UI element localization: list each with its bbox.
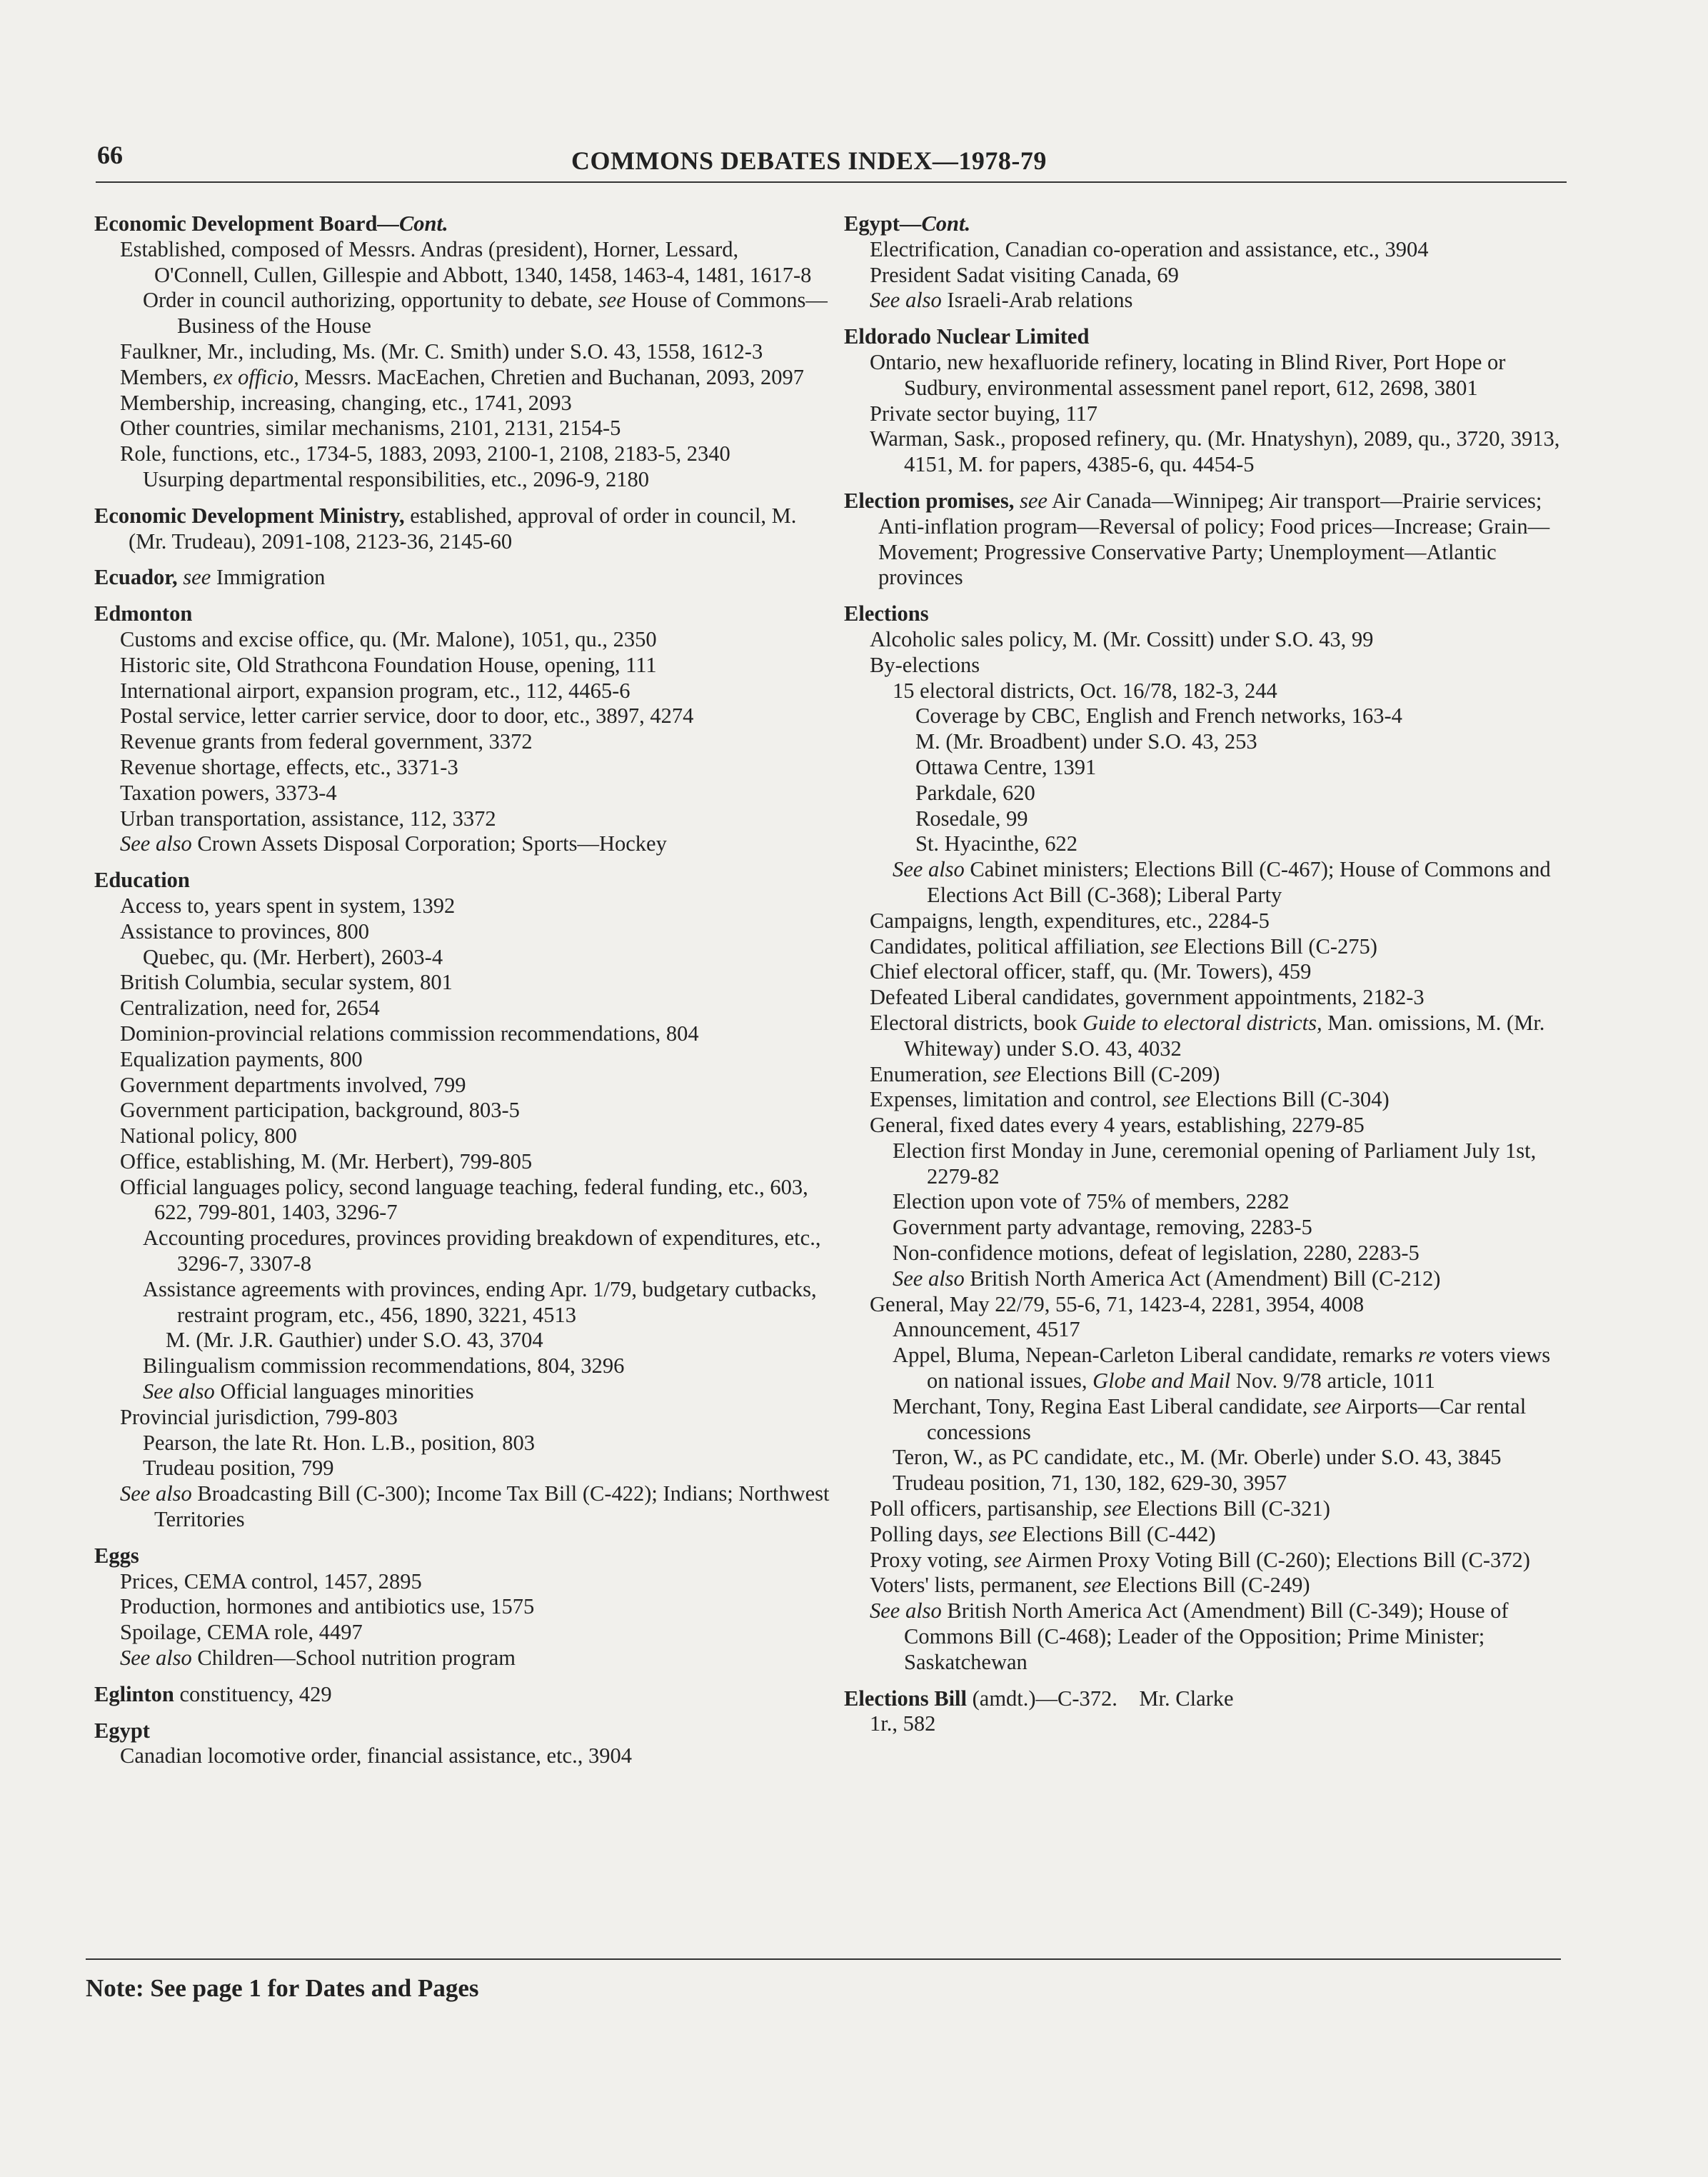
subentry: By-elections	[870, 652, 980, 677]
footer-rule	[86, 1958, 1561, 1960]
subentry: Coverage by CBC, English and French networks, 163-4	[915, 704, 1402, 729]
page-number: 66	[97, 141, 123, 169]
subentry: President Sadat visiting Canada, 69	[870, 262, 1179, 287]
see-also: See also Israeli-Arab relations	[870, 288, 1133, 313]
heading-text: Eggs	[94, 1543, 139, 1568]
subentry: Revenue grants from federal government, 3372	[120, 729, 533, 754]
left-column	[94, 211, 830, 1780]
subentry: Ottawa Centre, 1391	[915, 754, 1097, 779]
subentry: Trudeau position, 71, 130, 182, 629-30, 3957	[893, 1471, 1287, 1496]
subentry: Proxy voting, see Airmen Proxy Voting Bill (C-260); Elections Bill (C-372)	[870, 1547, 1530, 1572]
subentry: Revenue shortage, effects, etc., 3371-3	[120, 754, 458, 779]
subentry: Private sector buying, 117	[870, 401, 1098, 426]
subentry: Provincial jurisdiction, 799-803	[120, 1404, 398, 1429]
subentry: Assistance to provinces, 800	[120, 919, 369, 944]
subentry: Historic site, Old Strathcona Foundation House, opening, 111	[120, 652, 657, 677]
subentry: 1r., 582	[870, 1711, 936, 1736]
index-entry-eggs	[94, 1543, 830, 1671]
subentry: Rosedale, 99	[915, 806, 1028, 831]
subentry: Polling days, see Elections Bill (C-442)	[870, 1521, 1216, 1546]
subentry: National policy, 800	[120, 1123, 297, 1148]
subentry: Accounting procedures, provinces providing breakdown of expenditures, etc., 3296-7, 3307-8	[143, 1226, 821, 1276]
index-entry-economic-development-board	[94, 211, 830, 493]
heading-text: Eglinton	[94, 1681, 174, 1706]
subentry: Trudeau position, 799	[143, 1456, 334, 1481]
subentry: St. Hyacinthe, 622	[915, 831, 1078, 856]
subentry: Centralization, need for, 2654	[120, 996, 380, 1021]
heading-text: Elections Bill	[844, 1686, 967, 1711]
subentry: Canadian locomotive order, financial assistance, etc., 3904	[120, 1743, 632, 1768]
subentry: Chief electoral officer, staff, qu. (Mr. Towers), 459	[870, 959, 1312, 984]
heading-text: Economic Development Ministry,	[94, 503, 405, 528]
subentry: M. (Mr. J.R. Gauthier) under S.O. 43, 3704	[166, 1328, 543, 1353]
subentry: Candidates, political affiliation, see Elections Bill (C-275)	[870, 934, 1377, 959]
index-entry-elections-bill: Elections Bill (amdt.)—C-372. Mr. Clarke 1r., 582	[844, 1686, 1572, 1738]
subentry: Members, ex officio, Messrs. MacEachen, Chretien and Buchanan, 2093, 2097	[120, 364, 804, 389]
index-entry-edmonton	[94, 601, 830, 857]
see-also: See also British North America Act (Amendment) Bill (C-212)	[893, 1266, 1441, 1291]
subentry: Office, establishing, M. (Mr. Herbert), 799-805	[120, 1148, 533, 1173]
heading-text: Ecuador,	[94, 565, 178, 590]
subentry: Role, functions, etc., 1734-5, 1883, 2093, 2100-1, 2108, 2183-5, 2340	[120, 441, 730, 466]
subentry: International airport, expansion program, etc., 112, 4465-6	[120, 678, 631, 703]
see-also: See also Official languages minorities	[143, 1379, 474, 1404]
subentry: Bilingualism commission recommendations, 804, 3296	[143, 1353, 625, 1378]
see-also: See also Children—School nutrition program	[120, 1646, 516, 1671]
subentry: Established, composed of Messrs. Andras (president), Horner, Lessard, O'Connell, Cullen, Gillespie and Abbott, 1340, 1458, 1463-4, 1481, 1617-8	[120, 236, 812, 287]
subentry: Teron, W., as PC candidate, etc., M. (Mr. Oberle) under S.O. 43, 3845	[893, 1445, 1502, 1470]
subentry: Electrification, Canadian co-operation and assistance, etc., 3904	[870, 236, 1429, 261]
subentry: British Columbia, secular system, 801	[120, 970, 453, 995]
subentry: Expenses, limitation and control, see Elections Bill (C-304)	[870, 1087, 1390, 1112]
right-column	[844, 211, 1572, 1748]
subentry: Appel, Bluma, Nepean-Carleton Liberal candidate, remarks re voters views on national issues, Globe and Mail Nov. 9/78 article, 1011	[893, 1343, 1551, 1393]
subentry: Poll officers, partisanship, see Elections Bill (C-321)	[870, 1496, 1330, 1521]
index-entry-education	[94, 868, 830, 1533]
subentry: Government departments involved, 799	[120, 1072, 466, 1097]
subentry: Alcoholic sales policy, M. (Mr. Cossitt) under S.O. 43, 99	[870, 626, 1374, 651]
heading-text: Election promises,	[844, 488, 1015, 513]
subentry: Election first Monday in June, ceremonial opening of Parliament July 1st, 2279-82	[893, 1138, 1537, 1188]
heading-text: Economic Development Board	[94, 211, 378, 236]
subentry: Campaigns, length, expenditures, etc., 2284-5	[870, 908, 1270, 933]
index-entry-egypt-cont	[844, 211, 1572, 314]
entry-heading	[94, 211, 830, 237]
subentry: Government party advantage, removing, 2283-5	[893, 1215, 1312, 1240]
subentry: M. (Mr. Broadbent) under S.O. 43, 253	[915, 729, 1257, 754]
index-entry-elections	[844, 601, 1572, 1675]
index-entry-election-promises: Election promises, see Air Canada—Winnipeg; Air transport—Prairie services; Anti-inflation program—Reversal of policy; Food prices—Increase; Grain—Movement; Progressive Conservative Party; Unemployment—Atlantic provinces	[844, 488, 1550, 590]
subentry: Prices, CEMA control, 1457, 2895	[120, 1568, 422, 1593]
heading-text: Eldorado Nuclear Limited	[844, 324, 1090, 349]
subentry: 15 electoral districts, Oct. 16/78, 182-3, 244	[893, 678, 1277, 703]
subentry: Warman, Sask., proposed refinery, qu. (Mr. Hnatyshyn), 2089, qu., 3720, 3913, 4151, M. for papers, 4385-6, qu. 4454-5	[870, 426, 1560, 477]
subentry: Announcement, 4517	[893, 1317, 1080, 1342]
cont-label: —Cont.	[899, 211, 971, 236]
heading-text: Elections	[844, 601, 929, 626]
subentry: General, fixed dates every 4 years, establishing, 2279-85	[870, 1113, 1365, 1138]
subentry: Government participation, background, 803-5	[120, 1098, 520, 1123]
subentry: Non-confidence motions, defeat of legislation, 2280, 2283-5	[893, 1241, 1420, 1266]
subentry: Quebec, qu. (Mr. Herbert), 2603-4	[143, 944, 443, 969]
subentry: Ontario, new hexafluoride refinery, locating in Blind River, Port Hope or Sudbury, environmental assessment panel report, 612, 2698, 3801	[870, 349, 1506, 400]
see-also: See also British North America Act (Amendment) Bill (C-349); House of Commons Bill (C-468); Leader of the Opposition; Prime Minister; Saskatchewan	[870, 1598, 1509, 1674]
subentry: Production, hormones and antibiotics use, 1575	[120, 1594, 535, 1619]
subentry: Postal service, letter carrier service, door to door, etc., 3897, 4274	[120, 704, 694, 729]
index-entry-egypt	[94, 1718, 830, 1770]
subentry: Enumeration, see Elections Bill (C-209)	[870, 1061, 1220, 1086]
subentry: Voters' lists, permanent, see Elections Bill (C-249)	[870, 1573, 1310, 1598]
see-also: See also Crown Assets Disposal Corporation; Sports—Hockey	[120, 831, 667, 856]
subentry: Access to, years spent in system, 1392	[120, 893, 456, 918]
heading-text: Edmonton	[94, 601, 193, 626]
index-entry-eglinton: Eglinton constituency, 429	[94, 1681, 332, 1706]
see-also: See also Broadcasting Bill (C-300); Income Tax Bill (C-422); Indians; Northwest Territories	[120, 1481, 830, 1532]
heading-text: Education	[94, 868, 190, 893]
index-entry-economic-development-ministry: Economic Development Ministry, established, approval of order in council, M. (Mr. Trudeau), 2091-108, 2123-36, 2145-60	[94, 503, 797, 554]
subentry: Merchant, Tony, Regina East Liberal candidate, see Airports—Car rental concessions	[893, 1393, 1527, 1444]
subentry: Other countries, similar mechanisms, 2101, 2131, 2154-5	[120, 416, 621, 441]
subentry: Dominion-provincial relations commission recommendations, 804	[120, 1021, 699, 1046]
subentry: Usurping departmental responsibilities, etc., 2096-9, 2180	[143, 466, 649, 491]
header-rule	[96, 181, 1567, 183]
heading-text: Egypt	[844, 211, 900, 236]
subentry: Defeated Liberal candidates, government appointments, 2182-3	[870, 985, 1425, 1010]
running-title: COMMONS DEBATES INDEX—1978-79	[571, 146, 1047, 175]
subentry: Membership, increasing, changing, etc., 1741, 2093	[120, 390, 572, 415]
subentry: Pearson, the late Rt. Hon. L.B., position, 803	[143, 1430, 535, 1455]
subentry: Urban transportation, assistance, 112, 3372	[120, 806, 496, 831]
subentry: Taxation powers, 3373-4	[120, 780, 337, 805]
subentry: Customs and excise office, qu. (Mr. Malone), 1051, qu., 2350	[120, 626, 657, 651]
subentry: Election upon vote of 75% of members, 2282	[893, 1189, 1290, 1214]
subentry: General, May 22/79, 55-6, 71, 1423-4, 2281, 3954, 4008	[870, 1291, 1365, 1316]
heading-text: Egypt	[94, 1718, 150, 1743]
subentry: Official languages policy, second language teaching, federal funding, etc., 603, 622, 799-801, 1403, 3296-7	[120, 1174, 808, 1225]
subentry: Spoilage, CEMA role, 4497	[120, 1620, 363, 1645]
subentry: Order in council authorizing, opportunity to debate, see House of Commons—Business of the House	[143, 288, 828, 339]
subentry: Equalization payments, 800	[120, 1046, 363, 1071]
subentry: Parkdale, 620	[915, 780, 1035, 805]
footer-note: Note: See page 1 for Dates and Pages	[86, 1974, 479, 2002]
index-entry-eldorado-nuclear	[844, 324, 1572, 478]
subentry: Electoral districts, book Guide to electoral districts, Man. omissions, M. (Mr. Whiteway) under S.O. 43, 4032	[870, 1010, 1545, 1061]
subentry: Assistance agreements with provinces, ending Apr. 1/79, budgetary cutbacks, restraint program, etc., 456, 1890, 3221, 4513	[143, 1276, 817, 1327]
cont-label: —Cont.	[377, 211, 448, 236]
subentry: Faulkner, Mr., including, Ms. (Mr. C. Smith) under S.O. 43, 1558, 1612-3	[120, 339, 763, 364]
see-also: See also Cabinet ministers; Elections Bill (C-467); House of Commons and Elections Act Bill (C-368); Liberal Party	[893, 857, 1551, 907]
index-entry-ecuador: Ecuador, see Immigration	[94, 565, 326, 590]
